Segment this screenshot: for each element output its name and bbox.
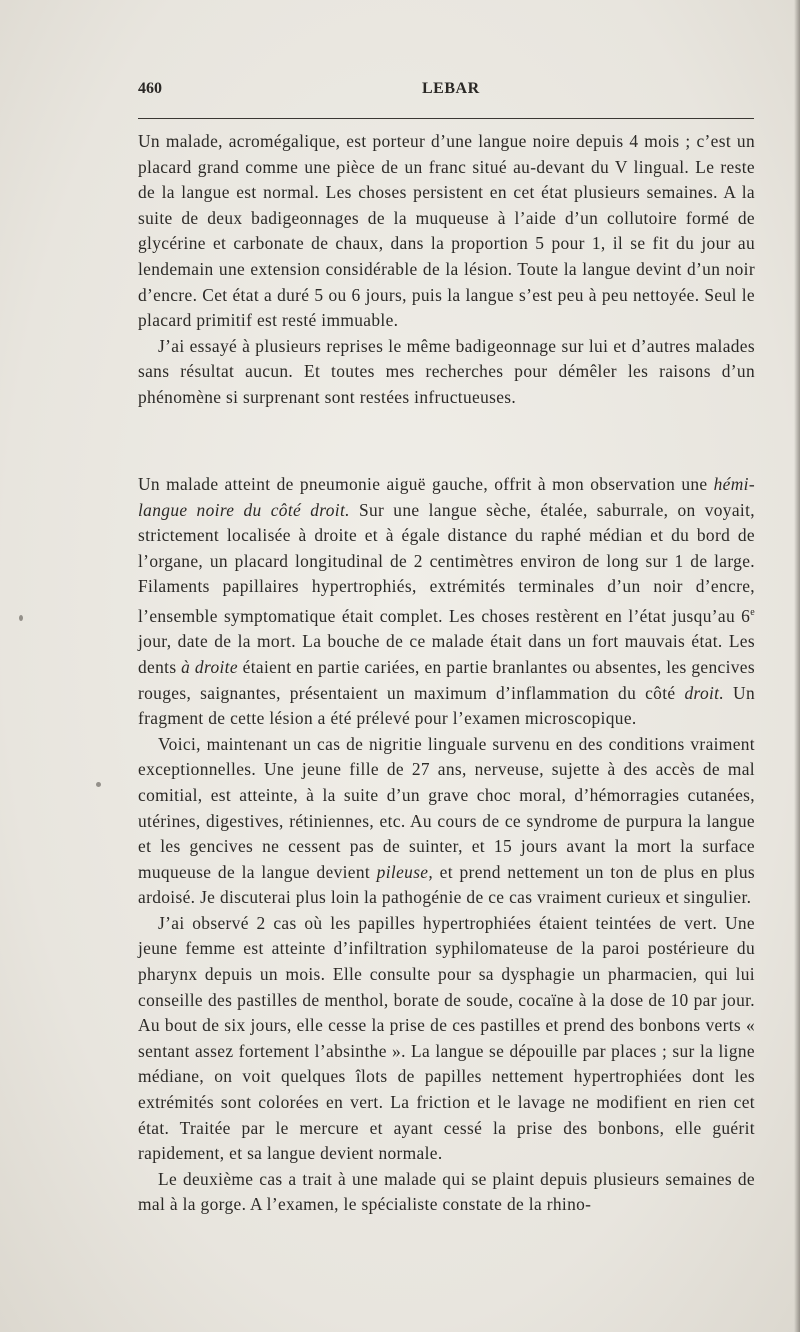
paragraph-3-text-i: Un fragment de cette lésion a été prélevé pour l’examen microscopique. xyxy=(138,682,755,729)
paragraph-3-text-g: étaient en partie cariées, en partie branlantes ou absentes, les gencives rouges, saignantes, présentaient un maximum d’inflammation du côté xyxy=(138,656,755,703)
paragraph-4-text-c: et prend nettement un ton de plus en plus ardoisé. Je discuterai plus loin la pathogénie de ce cas vraiment curieux et singulier. xyxy=(138,861,755,908)
paragraph-5: J’ai observé 2 cas où les papilles hypertrophiées étaient teintées de vert. Une jeune femme est atteinte d’infiltration syphilomateuse de la paroi postérieure du pharynx depuis un mois. Elle consulte pour sa dysphagie un pharmacien, qui lui conseille des pastilles de menthol, borate de soude, cocaïne à la dose de 10 par jour. Au bout de six jours, elle cesse la prise de ces pastilles et prend des bonbons verts « sentant assez fortement l’absinthe ». La langue se dépouille par places ; sur la ligne médiane, on voit quelques îlots de papilles nettement hypertrophiées dont les extrémités sont colorées en vert. La friction et le lavage ne modifient en rien cet état. Traitée par le mercure et ayant cessé la prise des bonbons, elle guérit rapidement, et sa langue devient normale. xyxy=(138,912,755,1164)
running-title: LEBAR xyxy=(422,80,480,97)
scan-speck xyxy=(96,782,101,787)
section-2 xyxy=(138,472,755,1218)
paragraph-3-text-e: jour, date de la mort. La bouche de ce malade était dans un fort mauvais état. Les dents xyxy=(138,631,755,677)
paragraph-3 xyxy=(138,472,755,732)
paragraph-6: Le deuxième cas a trait à une malade qui se plaint depuis plusieurs semaines de mal à la gorge. A l’examen, le spécialiste constate de la rhino- xyxy=(138,1168,755,1215)
page-edge-shadow xyxy=(794,0,800,1332)
scan-speck xyxy=(19,615,23,621)
paragraph-3-italic-f: à droite xyxy=(181,656,238,677)
paragraph-3-text-c: Sur une langue sèche, étalée, saburrale, on voyait, strictement localisée à droite et à égale distance du raphé médian et du bord de l’organe, un placard longitudinal de 2 centimètres environ de long sur 1 de large. Filaments papillaires hypertrophiés, extrémités terminales d’un noir d’encre, l’ensemble symptomatique était complet. Les choses restèrent en l’état jusqu’au 6 xyxy=(138,499,755,626)
header-rule xyxy=(138,118,754,119)
paragraph-3-text-a: Un malade atteint de pneumonie aiguë gauche, offrit à mon observation une xyxy=(138,474,714,494)
section-1 xyxy=(138,129,755,411)
paragraph-4-text-a: Voici, maintenant un cas de nigritie linguale survenu en des conditions vraiment exceptionnelles. Une jeune fille de 27 ans, nerveuse, sujette à des accès de mal comitial, est atteinte, à la suite d’un grave choc moral, d’hémorragies cutanées, utérines, digestives, rétiniennes, etc. Au cours de ce syndrome de purpura la langue et les gencives ne cessent pas de suinter, et 15 jours avant la mort la surface muqueuse de la langue devient xyxy=(138,733,755,882)
paragraph-3-italic-h: droit. xyxy=(684,682,725,703)
paragraph-3-italic-b: hémi-langue noire du côté droit. xyxy=(138,474,755,520)
paragraph-4 xyxy=(138,732,755,911)
paragraph-4-italic-b: pileuse, xyxy=(376,861,434,882)
page-header xyxy=(138,80,754,102)
paragraph-2: J’ai essayé à plusieurs reprises le même badigeonnage sur lui et d’autres malades sans résultat aucun. Et toutes mes recherches pour démêler les raisons d’un phénomène si surprenant sont restées infructueuses. xyxy=(138,335,755,407)
paragraph-1: Un malade, acromégalique, est porteur d’une langue noire depuis 4 mois ; c’est un placard grand comme une pièce de un franc situé au-devant du V lingual. Le reste de la langue est normal. Les choses persistent en cet état plusieurs semaines. A la suite de deux badigeonnages de la muqueuse à l’aide d’un collutoire formé de glycérine et carbonate de chaux, dans la proportion 5 pour 1, il se fit du jour au lendemain une extension considérable de la lésion. Toute la langue devint d’un noir d’encre. Cet état a duré 5 ou 6 jours, puis la langue s’est peu à peu nettoyée. Seul le placard primitif est resté immuable. xyxy=(138,131,755,331)
paragraph-3-superscript: e xyxy=(750,606,755,618)
page-number: 460 xyxy=(138,80,162,97)
